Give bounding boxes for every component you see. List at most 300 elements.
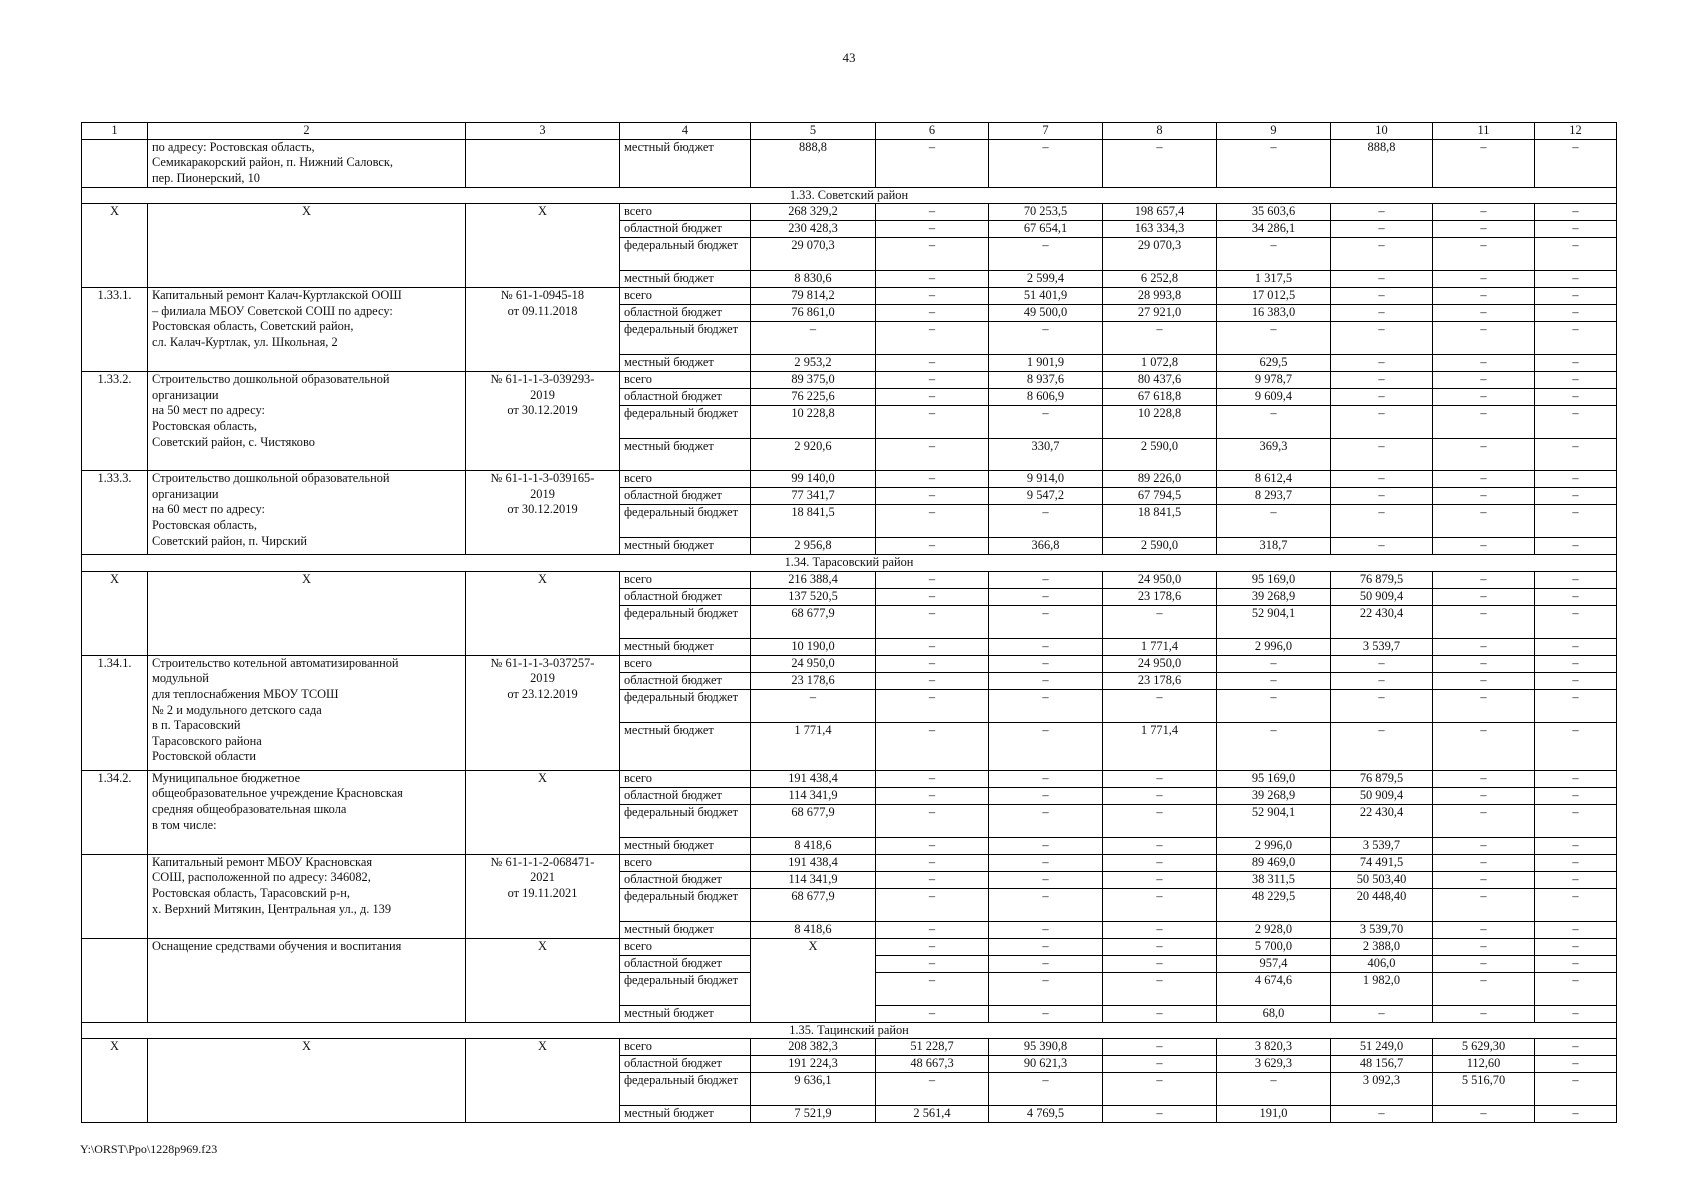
amount-cell: –	[876, 938, 989, 955]
funding-source: областной бюджет	[620, 871, 751, 888]
amount-cell: 2 590,0	[1103, 538, 1217, 555]
amount-cell: –	[1433, 204, 1535, 221]
amount-cell: –	[1217, 238, 1331, 271]
item-description: Муниципальное бюджетное общеобразовательное учреждение Красновская средняя общеобразовательная школа в том числе:	[148, 770, 466, 854]
amount-cell: –	[1535, 372, 1617, 389]
table-row	[82, 938, 1617, 955]
amount-cell: –	[989, 955, 1103, 972]
amount-cell: 22 430,4	[1331, 605, 1433, 638]
amount-cell: –	[1433, 571, 1535, 588]
amount-cell: 3 092,3	[1331, 1073, 1433, 1106]
item-number	[82, 938, 148, 1022]
funding-source: местный бюджет	[620, 139, 751, 187]
amount-cell: –	[1103, 888, 1217, 921]
funding-source: всего	[620, 854, 751, 871]
amount-cell: –	[989, 238, 1103, 271]
table-row	[82, 471, 1617, 488]
amount-cell: –	[989, 938, 1103, 955]
funding-source: всего	[620, 288, 751, 305]
amount-cell: –	[1535, 1005, 1617, 1022]
amount-cell: 191 438,4	[751, 854, 876, 871]
amount-cell: –	[876, 139, 989, 187]
item-number: X	[82, 571, 148, 655]
amount-cell: –	[989, 322, 1103, 355]
column-number: 12	[1535, 123, 1617, 140]
amount-cell: 16 383,0	[1217, 305, 1331, 322]
expertise-reference: X	[466, 571, 620, 655]
column-number: 4	[620, 123, 751, 140]
funding-source: всего	[620, 938, 751, 955]
amount-cell: –	[876, 355, 989, 372]
funding-source: федеральный бюджет	[620, 972, 751, 1005]
amount-cell: 24 950,0	[1103, 571, 1217, 588]
table-body	[82, 123, 1617, 1123]
amount-cell: 67 794,5	[1103, 488, 1217, 505]
funding-source: федеральный бюджет	[620, 804, 751, 837]
amount-cell: –	[1535, 921, 1617, 938]
amount-cell: 2 996,0	[1217, 837, 1331, 854]
amount-cell: –	[1433, 238, 1535, 271]
amount-cell: 9 978,7	[1217, 372, 1331, 389]
expertise-reference: X	[466, 770, 620, 854]
amount-cell: –	[876, 505, 989, 538]
amount-cell: 70 253,5	[989, 204, 1103, 221]
amount-cell: –	[989, 854, 1103, 871]
amount-cell: 1 317,5	[1217, 271, 1331, 288]
amount-cell: –	[1535, 571, 1617, 588]
amount-cell: 90 621,3	[989, 1056, 1103, 1073]
amount-cell: 369,3	[1217, 439, 1331, 471]
amount-cell: –	[1535, 938, 1617, 955]
amount-cell: –	[1103, 938, 1217, 955]
amount-cell: –	[1433, 271, 1535, 288]
amount-cell: –	[1433, 871, 1535, 888]
amount-cell: –	[1103, 854, 1217, 871]
amount-cell: –	[1103, 871, 1217, 888]
amount-cell: –	[1331, 655, 1433, 672]
amount-cell: 39 268,9	[1217, 787, 1331, 804]
amount-cell: –	[876, 672, 989, 689]
amount-cell: 52 904,1	[1217, 804, 1331, 837]
amount-cell: 230 428,3	[751, 221, 876, 238]
expertise-reference	[466, 139, 620, 187]
amount-cell: –	[876, 638, 989, 655]
amount-cell: –	[989, 804, 1103, 837]
budget-table	[81, 122, 1617, 1123]
funding-source: всего	[620, 770, 751, 787]
amount-cell: 2 920,6	[751, 439, 876, 471]
amount-cell: 2 928,0	[1217, 921, 1331, 938]
amount-cell: 406,0	[1331, 955, 1433, 972]
amount-cell: 1 771,4	[751, 722, 876, 770]
amount-cell: –	[989, 787, 1103, 804]
amount-cell: 112,60	[1433, 1056, 1535, 1073]
amount-cell: 18 841,5	[1103, 505, 1217, 538]
amount-cell: –	[1433, 655, 1535, 672]
amount-cell: –	[1433, 372, 1535, 389]
table-row	[82, 139, 1617, 187]
amount-cell: 8 418,6	[751, 921, 876, 938]
amount-cell: 6 252,8	[1103, 271, 1217, 288]
section-title: 1.33. Советский район	[82, 187, 1617, 204]
amount-cell: –	[1331, 372, 1433, 389]
amount-cell: –	[1433, 288, 1535, 305]
funding-source: областной бюджет	[620, 305, 751, 322]
amount-cell: 9 636,1	[751, 1073, 876, 1106]
amount-cell: 48 667,3	[876, 1056, 989, 1073]
amount-cell: –	[1535, 471, 1617, 488]
funding-source: федеральный бюджет	[620, 605, 751, 638]
amount-cell: 24 950,0	[1103, 655, 1217, 672]
amount-cell: 208 382,3	[751, 1039, 876, 1056]
amount-cell: –	[1433, 505, 1535, 538]
amount-cell: –	[751, 689, 876, 722]
amount-cell: –	[751, 322, 876, 355]
amount-cell: –	[1535, 605, 1617, 638]
amount-cell: 39 268,9	[1217, 588, 1331, 605]
expertise-reference: X	[466, 938, 620, 1022]
amount-cell: 3 629,3	[1217, 1056, 1331, 1073]
amount-cell: 114 341,9	[751, 871, 876, 888]
amount-cell: 52 904,1	[1217, 605, 1331, 638]
amount-cell: –	[1103, 837, 1217, 854]
amount-cell: –	[989, 588, 1103, 605]
amount-cell: –	[989, 638, 1103, 655]
expertise-reference: № 61-1-1-3-039293- 2019 от 30.12.2019	[466, 372, 620, 471]
amount-cell: 79 814,2	[751, 288, 876, 305]
section-title: 1.34. Тарасовский район	[82, 555, 1617, 572]
funding-source: всего	[620, 471, 751, 488]
amount-cell: 5 516,70	[1433, 1073, 1535, 1106]
amount-cell: 76 879,5	[1331, 571, 1433, 588]
amount-cell: –	[876, 221, 989, 238]
amount-cell: –	[1331, 505, 1433, 538]
amount-cell: –	[1433, 488, 1535, 505]
amount-cell: –	[1433, 305, 1535, 322]
funding-source: местный бюджет	[620, 1005, 751, 1022]
column-number: 10	[1331, 123, 1433, 140]
amount-cell: –	[989, 672, 1103, 689]
amount-cell: 35 603,6	[1217, 204, 1331, 221]
funding-source: федеральный бюджет	[620, 505, 751, 538]
amount-cell: –	[1433, 605, 1535, 638]
amount-cell: 51 228,7	[876, 1039, 989, 1056]
amount-cell: –	[1433, 322, 1535, 355]
table-row	[82, 372, 1617, 389]
amount-cell: –	[1535, 221, 1617, 238]
section-title: 1.35. Тацинский район	[82, 1022, 1617, 1039]
amount-cell: 8 612,4	[1217, 471, 1331, 488]
amount-cell: 9 609,4	[1217, 389, 1331, 406]
amount-cell: 3 539,7	[1331, 837, 1433, 854]
amount-cell: –	[1103, 787, 1217, 804]
item-number: X	[82, 204, 148, 288]
amount-cell: 191 224,3	[751, 1056, 876, 1073]
amount-cell: 8 606,9	[989, 389, 1103, 406]
column-number-row	[82, 123, 1617, 140]
amount-cell: –	[1433, 439, 1535, 471]
table-row	[82, 1039, 1617, 1056]
amount-cell: –	[876, 972, 989, 1005]
amount-cell: 51 401,9	[989, 288, 1103, 305]
column-number: 8	[1103, 123, 1217, 140]
amount-cell: –	[1331, 389, 1433, 406]
amount-cell: –	[1433, 921, 1535, 938]
amount-cell: –	[1217, 139, 1331, 187]
amount-cell: –	[876, 722, 989, 770]
item-number	[82, 139, 148, 187]
amount-cell: 366,8	[989, 538, 1103, 555]
column-number: 7	[989, 123, 1103, 140]
amount-cell: –	[1103, 1073, 1217, 1106]
amount-cell: –	[1535, 955, 1617, 972]
amount-cell: –	[1535, 972, 1617, 1005]
amount-cell: –	[1331, 689, 1433, 722]
amount-cell: –	[1535, 1106, 1617, 1123]
funding-source: местный бюджет	[620, 271, 751, 288]
amount-cell: –	[876, 406, 989, 439]
amount-cell: –	[1433, 588, 1535, 605]
amount-cell: 137 520,5	[751, 588, 876, 605]
amount-cell: –	[1217, 406, 1331, 439]
item-number	[82, 854, 148, 938]
funding-source: областной бюджет	[620, 221, 751, 238]
amount-cell: –	[989, 505, 1103, 538]
amount-cell: –	[989, 655, 1103, 672]
amount-cell: 50 909,4	[1331, 588, 1433, 605]
item-description: Строительство дошкольной образовательной организации на 50 мест по адресу: Ростовская область, Советский район, с. Чистяково	[148, 372, 466, 471]
amount-cell: 1 901,9	[989, 355, 1103, 372]
amount-cell: –	[1535, 888, 1617, 921]
amount-cell: –	[989, 972, 1103, 1005]
amount-cell: –	[1535, 837, 1617, 854]
amount-cell: –	[1535, 804, 1617, 837]
section-row	[82, 555, 1617, 572]
amount-cell: 20 448,40	[1331, 888, 1433, 921]
funding-source: местный бюджет	[620, 837, 751, 854]
amount-cell: –	[1535, 588, 1617, 605]
amount-cell: 68,0	[1217, 1005, 1331, 1022]
amount-cell: –	[876, 439, 989, 471]
amount-cell: –	[1433, 1005, 1535, 1022]
amount-cell: –	[876, 955, 989, 972]
amount-cell: –	[1535, 655, 1617, 672]
expertise-reference: № 61-1-1-3-037257- 2019 от 23.12.2019	[466, 655, 620, 770]
amount-cell: –	[876, 871, 989, 888]
funding-source: областной бюджет	[620, 955, 751, 972]
amount-cell: –	[876, 787, 989, 804]
amount-cell: –	[1331, 406, 1433, 439]
amount-cell: –	[1433, 355, 1535, 372]
amount-cell: –	[1535, 871, 1617, 888]
item-description: Строительство дошкольной образовательной организации на 60 мест по адресу: Ростовская область, Советский район, п. Чирский	[148, 471, 466, 555]
amount-cell: 888,8	[751, 139, 876, 187]
amount-cell: –	[1331, 221, 1433, 238]
amount-cell: –	[1331, 488, 1433, 505]
amount-cell: 2 590,0	[1103, 439, 1217, 471]
funding-source: областной бюджет	[620, 672, 751, 689]
section-row	[82, 187, 1617, 204]
amount-cell: 89 375,0	[751, 372, 876, 389]
amount-cell: 2 388,0	[1331, 938, 1433, 955]
amount-cell: –	[1535, 139, 1617, 187]
funding-source: федеральный бюджет	[620, 888, 751, 921]
amount-cell: –	[1535, 638, 1617, 655]
amount-cell: 191,0	[1217, 1106, 1331, 1123]
expertise-reference: № 61-1-0945-18 от 09.11.2018	[466, 288, 620, 372]
amount-cell: 38 311,5	[1217, 871, 1331, 888]
column-number: 3	[466, 123, 620, 140]
column-number: 5	[751, 123, 876, 140]
amount-cell: –	[876, 305, 989, 322]
amount-cell: –	[1535, 1056, 1617, 1073]
amount-cell: –	[876, 588, 989, 605]
amount-cell: 1 771,4	[1103, 722, 1217, 770]
amount-cell: 51 249,0	[1331, 1039, 1433, 1056]
funding-source: местный бюджет	[620, 638, 751, 655]
amount-cell: –	[876, 888, 989, 921]
amount-cell: 191 438,4	[751, 770, 876, 787]
amount-cell: –	[1535, 505, 1617, 538]
funding-source: федеральный бюджет	[620, 238, 751, 271]
amount-cell: –	[1433, 672, 1535, 689]
amount-cell: 95 390,8	[989, 1039, 1103, 1056]
amount-cell: 68 677,9	[751, 888, 876, 921]
amount-cell: –	[876, 271, 989, 288]
amount-cell: –	[1433, 972, 1535, 1005]
amount-cell: 629,5	[1217, 355, 1331, 372]
amount-cell: –	[1331, 271, 1433, 288]
amount-cell: –	[1217, 672, 1331, 689]
amount-cell: –	[1433, 854, 1535, 871]
amount-cell: 24 950,0	[751, 655, 876, 672]
amount-cell: 10 228,8	[751, 406, 876, 439]
amount-cell: –	[989, 1005, 1103, 1022]
amount-cell: 22 430,4	[1331, 804, 1433, 837]
funding-source: местный бюджет	[620, 722, 751, 770]
amount-cell: –	[876, 854, 989, 871]
amount-cell: 18 841,5	[751, 505, 876, 538]
amount-cell: –	[876, 372, 989, 389]
amount-cell: –	[1217, 505, 1331, 538]
funding-source: всего	[620, 571, 751, 588]
amount-cell: X	[751, 938, 876, 1022]
amount-cell: –	[1433, 1106, 1535, 1123]
amount-cell: 17 012,5	[1217, 288, 1331, 305]
amount-cell: –	[1535, 854, 1617, 871]
item-number: 1.34.2.	[82, 770, 148, 854]
amount-cell: –	[1433, 406, 1535, 439]
amount-cell: –	[1103, 605, 1217, 638]
amount-cell: –	[1433, 389, 1535, 406]
amount-cell: 29 070,3	[751, 238, 876, 271]
table-row	[82, 655, 1617, 672]
amount-cell: 80 437,6	[1103, 372, 1217, 389]
amount-cell: 3 539,7	[1331, 638, 1433, 655]
amount-cell: –	[1103, 689, 1217, 722]
item-number: 1.33.2.	[82, 372, 148, 471]
amount-cell: –	[1103, 322, 1217, 355]
amount-cell: –	[1535, 672, 1617, 689]
amount-cell: –	[1331, 471, 1433, 488]
amount-cell: –	[1433, 955, 1535, 972]
amount-cell: –	[1331, 439, 1433, 471]
amount-cell: 76 861,0	[751, 305, 876, 322]
amount-cell: 2 953,2	[751, 355, 876, 372]
amount-cell: –	[1331, 204, 1433, 221]
funding-source: всего	[620, 655, 751, 672]
amount-cell: –	[989, 139, 1103, 187]
funding-source: всего	[620, 1039, 751, 1056]
amount-cell: 216 388,4	[751, 571, 876, 588]
funding-source: областной бюджет	[620, 1056, 751, 1073]
amount-cell: 28 993,8	[1103, 288, 1217, 305]
column-number: 1	[82, 123, 148, 140]
funding-source: областной бюджет	[620, 389, 751, 406]
amount-cell: 23 178,6	[1103, 588, 1217, 605]
amount-cell: 9 914,0	[989, 471, 1103, 488]
amount-cell: 4 769,5	[989, 1106, 1103, 1123]
amount-cell: 2 996,0	[1217, 638, 1331, 655]
amount-cell: –	[989, 837, 1103, 854]
amount-cell: 888,8	[1331, 139, 1433, 187]
item-description: Капитальный ремонт МБОУ Красновская СОШ, расположенной по адресу: 346082, Ростовская область, Тарасовский р-н, х. Верхний Митякин, Центральная ул., д. 139	[148, 854, 466, 938]
amount-cell: –	[1433, 139, 1535, 187]
amount-cell: –	[876, 689, 989, 722]
amount-cell: –	[876, 1073, 989, 1106]
amount-cell: –	[1103, 955, 1217, 972]
amount-cell: –	[876, 837, 989, 854]
amount-cell: –	[1331, 722, 1433, 770]
amount-cell: –	[876, 770, 989, 787]
amount-cell: –	[1433, 938, 1535, 955]
amount-cell: –	[876, 471, 989, 488]
expertise-reference: № 61-1-1-2-068471- 2021 от 19.11.2021	[466, 854, 620, 938]
amount-cell: 198 657,4	[1103, 204, 1217, 221]
amount-cell: –	[1433, 722, 1535, 770]
amount-cell: –	[1535, 271, 1617, 288]
amount-cell: 114 341,9	[751, 787, 876, 804]
amount-cell: –	[1103, 1005, 1217, 1022]
item-description: по адресу: Ростовская область, Семикаракорский район, п. Нижний Саловск, пер. Пионерский, 10	[148, 139, 466, 187]
amount-cell: –	[876, 571, 989, 588]
funding-source: местный бюджет	[620, 538, 751, 555]
amount-cell: 4 674,6	[1217, 972, 1331, 1005]
amount-cell: –	[876, 605, 989, 638]
amount-cell: –	[989, 406, 1103, 439]
item-description: X	[148, 1039, 466, 1123]
amount-cell: 318,7	[1217, 538, 1331, 555]
amount-cell: 8 937,6	[989, 372, 1103, 389]
item-description: Оснащение средствами обучения и воспитания	[148, 938, 466, 1022]
amount-cell: 2 599,4	[989, 271, 1103, 288]
amount-cell: –	[876, 1005, 989, 1022]
amount-cell: 10 228,8	[1103, 406, 1217, 439]
item-description: X	[148, 204, 466, 288]
funding-source: федеральный бюджет	[620, 689, 751, 722]
amount-cell: –	[989, 871, 1103, 888]
amount-cell: –	[1217, 722, 1331, 770]
column-number: 2	[148, 123, 466, 140]
amount-cell: –	[1433, 638, 1535, 655]
amount-cell: 9 547,2	[989, 488, 1103, 505]
amount-cell: –	[1217, 322, 1331, 355]
amount-cell: –	[989, 888, 1103, 921]
item-number: 1.34.1.	[82, 655, 148, 770]
amount-cell: 3 820,3	[1217, 1039, 1331, 1056]
item-number: X	[82, 1039, 148, 1123]
amount-cell: 74 491,5	[1331, 854, 1433, 871]
